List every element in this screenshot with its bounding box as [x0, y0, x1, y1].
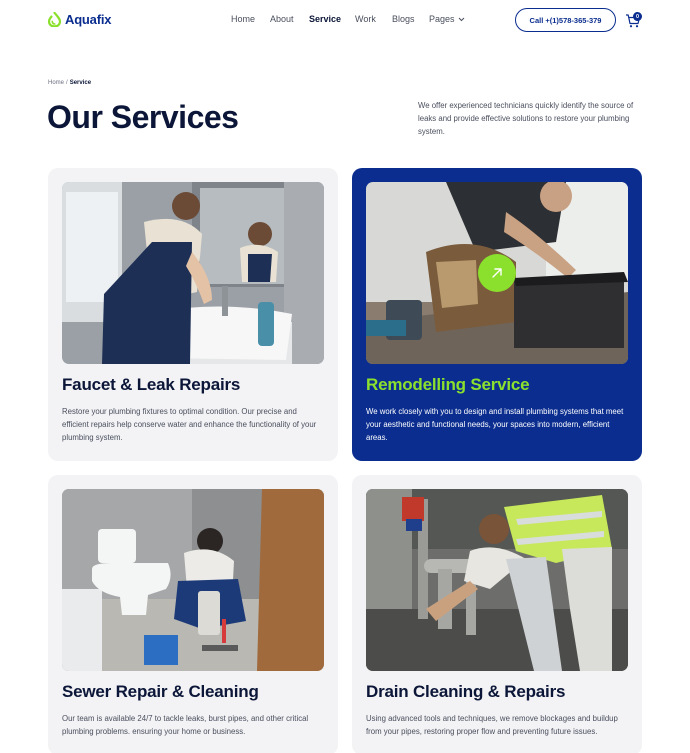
service-card-remodelling[interactable] — [352, 168, 642, 461]
water-drop-logo-icon — [48, 12, 61, 27]
breadcrumb-current: Service — [69, 80, 92, 86]
service-card-drain[interactable] — [352, 475, 642, 753]
service-description: Using advanced tools and techniques, we remove blockages and buildup from your pipes, restoring proper flow and preventing future issues. — [366, 714, 618, 736]
page-intro: We offer experienced technicians quickly identify the source of leaks and provide effective solutions to restore your plumbing system. — [418, 101, 634, 136]
logo[interactable] — [48, 12, 111, 27]
service-description: Our team is available 24/7 to tackle leaks, burst pipes, and other critical plumbing problems. ensuring your home or business. — [62, 714, 309, 736]
nav-item-work[interactable]: Work — [355, 14, 376, 24]
page-title: Our Services — [47, 99, 239, 135]
site-header — [0, 0, 690, 42]
arrow-up-right-icon — [490, 266, 504, 280]
breadcrumb-home[interactable]: Home — [48, 80, 65, 86]
service-description: We work closely with you to design and install plumbing systems that meet your aesthetic and functional needs, your spaces into modern, efficient areas. — [366, 407, 624, 442]
service-description: Restore your plumbing fixtures to optimal condition. Our precise and efficient repairs help conserve water and enhance the functionality of your plumbing system. — [62, 407, 317, 442]
service-title[interactable]: Faucet & Leak Repairs — [62, 375, 241, 394]
card-link-button[interactable] — [478, 254, 516, 292]
nav-item-home[interactable]: Home — [231, 14, 256, 24]
service-card-sewer[interactable] — [48, 475, 338, 753]
service-title[interactable]: Drain Cleaning & Repairs — [366, 682, 566, 701]
chevron-down-icon — [458, 17, 465, 22]
brand-name: Aquafix — [65, 12, 112, 27]
service-title[interactable]: Remodelling Service — [366, 375, 530, 394]
service-photo — [62, 489, 324, 671]
breadcrumb-separator: / — [66, 80, 68, 86]
service-photo — [366, 489, 628, 671]
nav-item-pages[interactable] — [429, 14, 465, 24]
nav-item-about[interactable]: About — [270, 14, 294, 24]
service-card-faucet[interactable] — [48, 168, 338, 461]
cart-count-badge: 0 — [633, 12, 642, 21]
service-title[interactable]: Sewer Repair & Cleaning — [62, 682, 259, 701]
nav-item-pages-label: Pages — [429, 14, 455, 24]
service-photo — [62, 182, 324, 364]
nav-item-blogs[interactable]: Blogs — [392, 14, 415, 24]
breadcrumb — [48, 80, 91, 86]
call-button[interactable]: Call +(1)578-365-379 — [515, 8, 616, 32]
nav-item-service[interactable]: Service — [309, 14, 342, 24]
